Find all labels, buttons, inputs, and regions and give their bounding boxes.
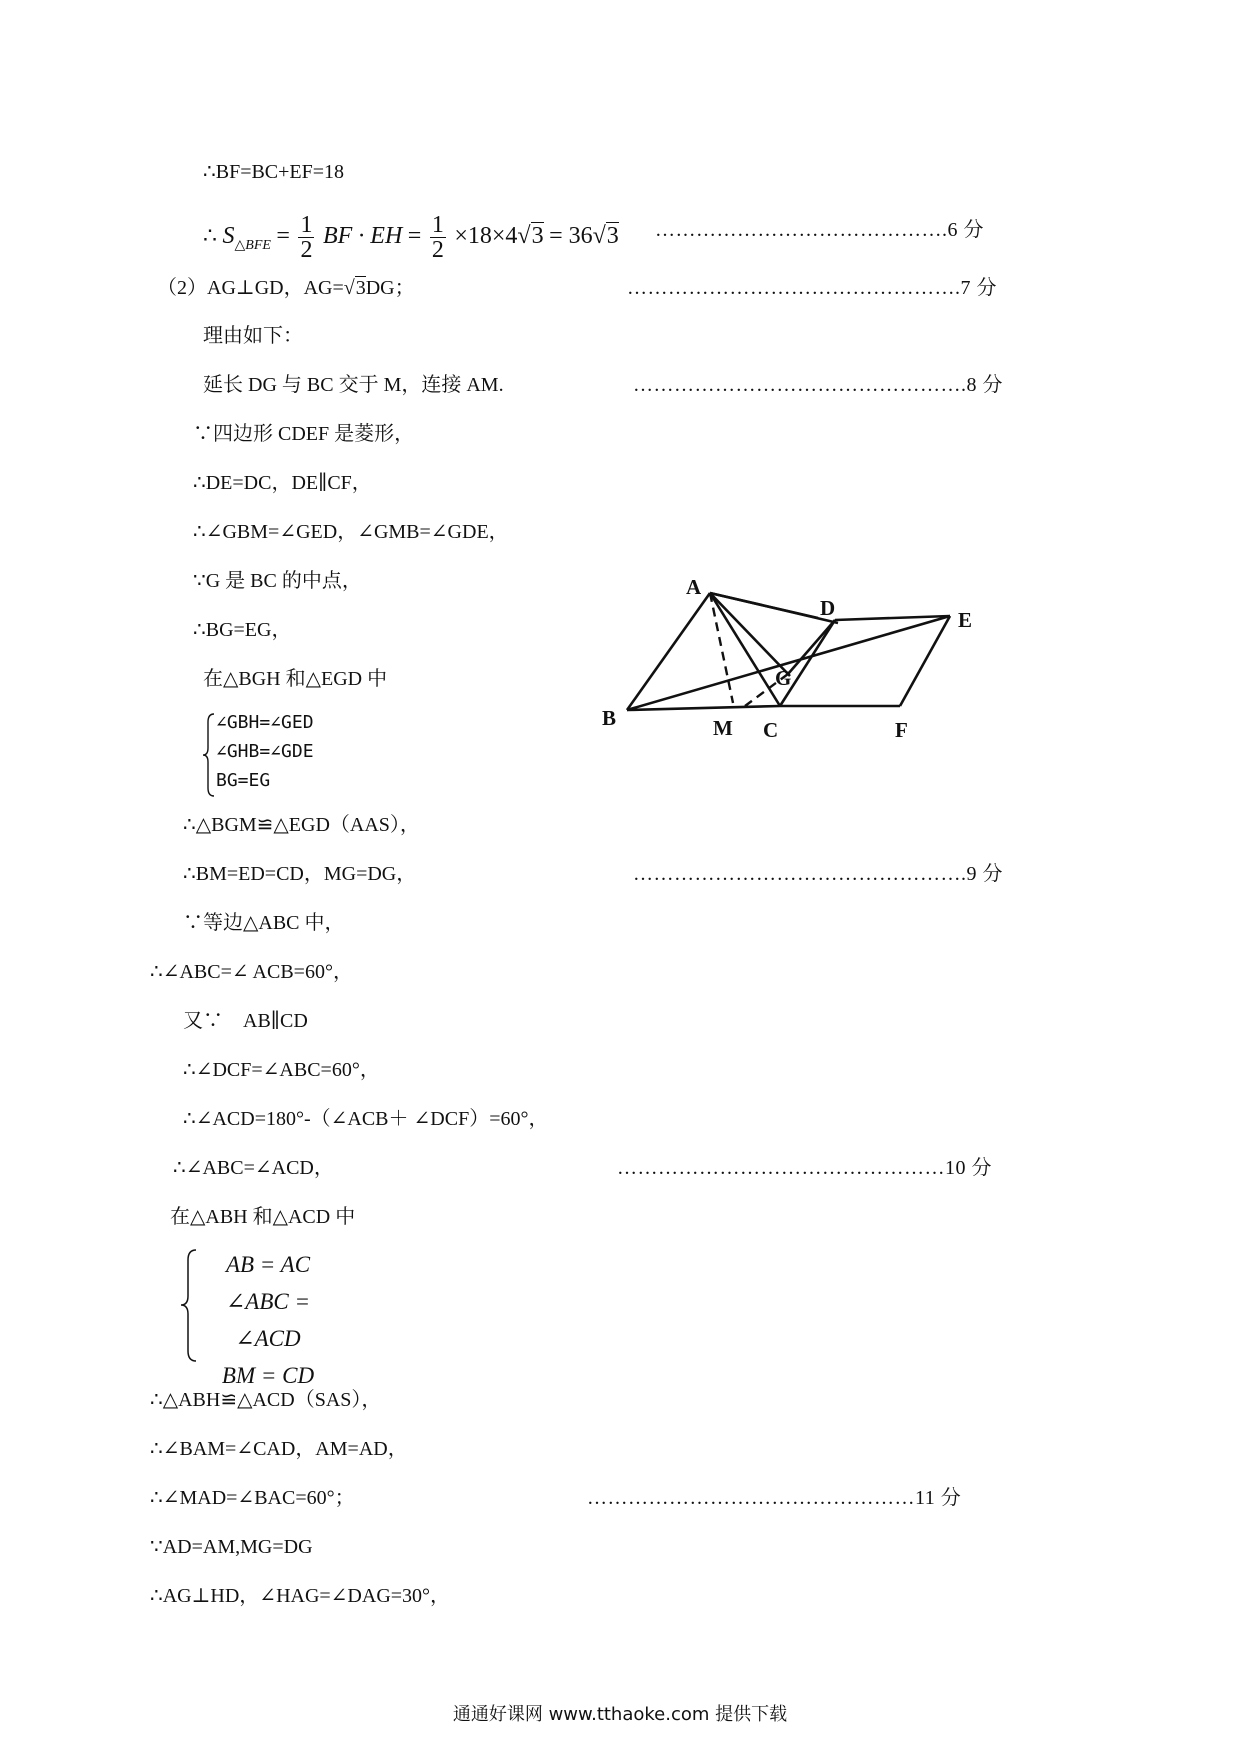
geometry-figure [590, 570, 990, 750]
proof-line-abc-acd: ∴∠ABC=∠ACD， [173, 1157, 334, 1179]
product-term: ×18×4 [454, 223, 518, 249]
label-F: F [895, 718, 908, 742]
proof-line-congruent-2: ∴△ABH≌△ACD（SAS）， [150, 1389, 382, 1411]
sqrt-sign-3: √ [343, 277, 355, 299]
brace-small [202, 712, 216, 798]
equals-sign: = [276, 223, 290, 249]
proof-line-in-triangles: 在△BGH 和△EGD 中 [203, 668, 388, 690]
score-10: …………………………………………10 分 [617, 1157, 992, 1179]
proof-line-midpoint: ∵G 是 BC 的中点， [193, 570, 362, 592]
proof-line-abc-60: ∴∠ABC=∠ ACB=60°， [150, 961, 353, 983]
proof-line-mad: ∴∠MAD=∠BAC=60°； [150, 1487, 355, 1509]
system-small-row: ∠GBH=∠GED [216, 712, 314, 733]
therefore-symbol: ∴ [203, 223, 217, 248]
proof-line-bam: ∴∠BAM=∠CAD，AM=AD， [150, 1438, 408, 1460]
proof-line-bg-eg: ∴BG=EG， [193, 619, 292, 641]
sqrt-sign-2: √ [592, 223, 606, 249]
sqrt-radicand: 3 [531, 223, 544, 249]
proof-line-parallel: 又∵ AB∥CD [183, 1010, 308, 1032]
system-large-row: ∠ABC = ∠ACD [226, 1289, 310, 1351]
part2-statement [157, 276, 415, 300]
proof-line-de-dc: ∴DE=DC，DE∥CF， [193, 472, 372, 494]
proof-line-dcf: ∴∠DCF=∠ABC=60°， [183, 1059, 380, 1081]
label-A: A [686, 575, 702, 599]
proof-line-acd: ∴∠ACD=180°-（∠ACB＋ ∠DCF）=60°， [183, 1108, 549, 1130]
proof-line-bm-ed: ∴BM=ED=CD，MG=DG， [183, 863, 417, 885]
proof-line-ad-am: ∵AD=AM,MG=DG [150, 1536, 313, 1558]
score-6: …………………………………….6 分 [655, 219, 984, 241]
proof-line-extend: 延长 DG 与 BC 交于 M，连接 AM. [203, 374, 504, 396]
proof-line-angles: ∴∠GBM=∠GED，∠GMB=∠GDE， [193, 521, 509, 543]
system-small-row: BG=EG [216, 770, 271, 791]
label-B: B [602, 706, 617, 730]
proof-line-equilateral: ∵等边△ABC 中， [183, 912, 345, 934]
sqrt-sign: √ [517, 223, 531, 249]
proof-line-congruent-1: ∴△BGM≌△EGD（AAS）， [183, 814, 420, 836]
area-subscript: △BFE [234, 238, 271, 253]
proof-line-in-triangles-2: 在△ABH 和△ACD 中 [170, 1206, 356, 1228]
area-formula [203, 208, 619, 274]
label-M: M [713, 716, 733, 740]
proof-line-bf: ∴BF=BC+EF=18 [203, 161, 345, 183]
proof-line-ag-hd: ∴AG⊥HD，∠HAG=∠DAG=30°， [150, 1585, 451, 1607]
fraction-half: $\frac{1}{2}$ [300, 212, 313, 264]
area-symbol: S [222, 223, 235, 249]
system-small-row: ∠GHB=∠GDE [216, 741, 314, 762]
label-D: D [820, 596, 836, 620]
proof-line-rhombus: ∵四边形 CDEF 是菱形， [193, 423, 415, 445]
score-8: ………………………………………….8 分 [633, 374, 1003, 396]
equals-sign-2: = [407, 223, 422, 249]
score-11: …………………………………………11 分 [587, 1487, 962, 1509]
system-large-row: BM = CD [221, 1363, 315, 1388]
score-7: ………………………………………….7 分 [627, 277, 997, 299]
label-G: G [775, 666, 792, 690]
part2-text-b: DG； [365, 277, 415, 299]
part2-text-a: AG⊥GD，AG= [207, 277, 344, 299]
brace-large [180, 1248, 198, 1363]
system-small [216, 708, 314, 795]
label-C: C [763, 718, 779, 742]
score-9: ………………………………………….9 分 [633, 863, 1003, 885]
part2-label: （2） [157, 277, 207, 299]
footer-source: 通通好课网 www.tthaoke.com 提供下载 [452, 1704, 788, 1725]
part2-root: 3 [355, 277, 366, 299]
system-large-row: AB = AC [225, 1252, 311, 1277]
sqrt-radicand-2: 3 [606, 223, 619, 249]
fraction-half-2: $\frac{1}{2}$ [431, 212, 444, 264]
proof-line-reason: 理由如下： [203, 325, 303, 347]
result-term: = 36 [549, 223, 593, 249]
label-E: E [958, 608, 973, 632]
system-large [198, 1246, 338, 1394]
bf-eh-term: BF · EH [322, 223, 403, 249]
